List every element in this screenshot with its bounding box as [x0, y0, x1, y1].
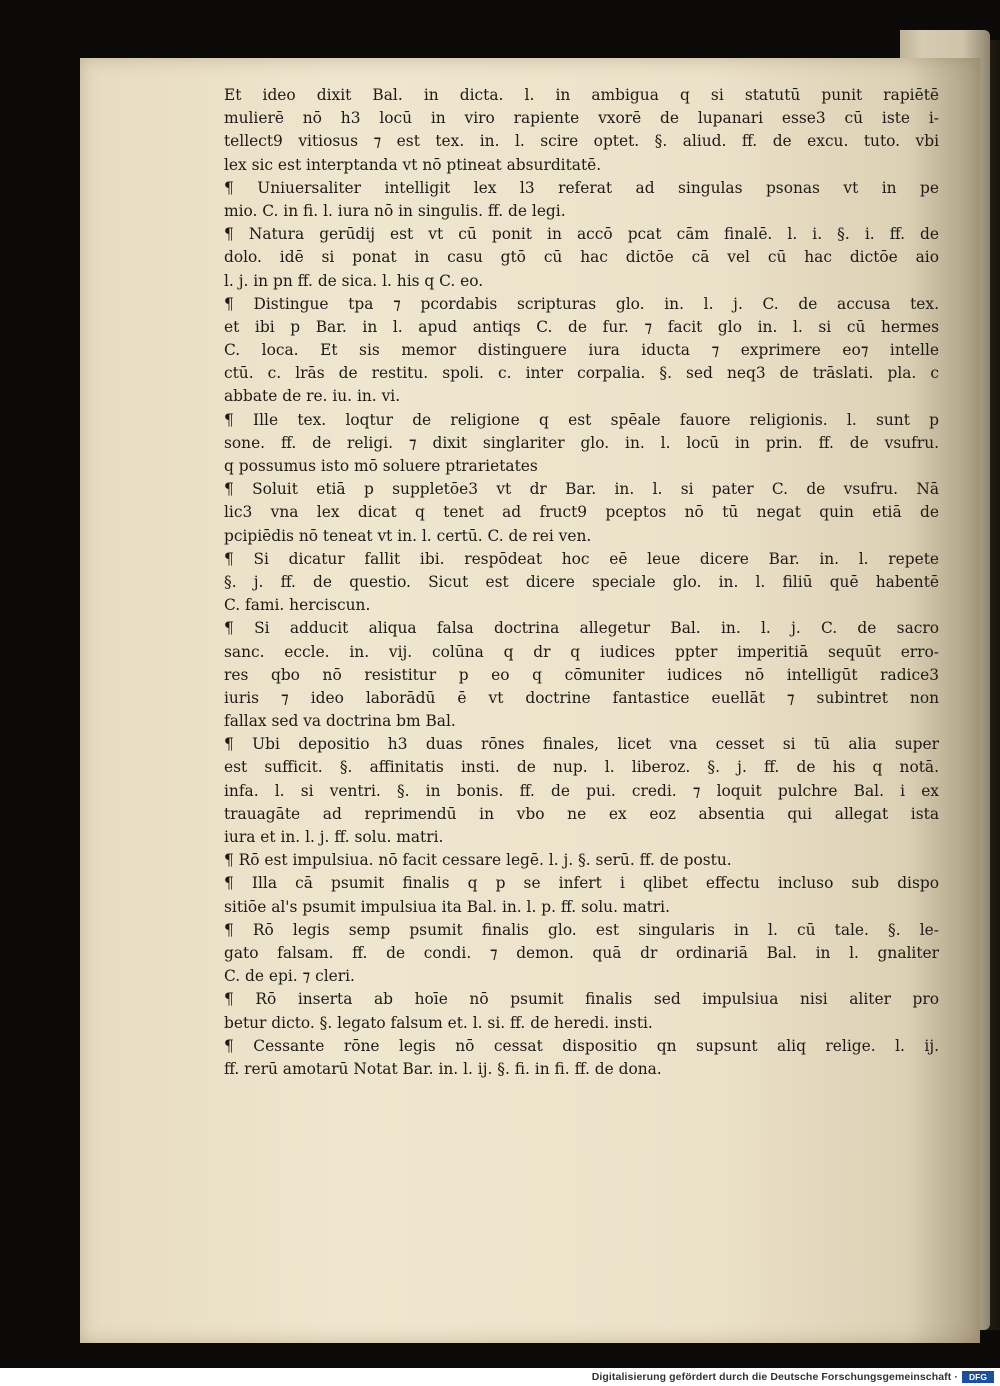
text-line: ¶ Cessante rōne legis nō cessat dispositio qn supsunt aliq relige. l. ij. — [224, 1036, 939, 1055]
text-line: dolo. idē si ponat in casu gtō cū hac dictōe cā vel cū hac dictōe aio — [224, 248, 939, 267]
text-line: C. fami. herciscun. — [224, 596, 371, 615]
text-block — [224, 84, 939, 1081]
footer-credit: Digitalisierung gefördert durch die Deutsche Forschungsgemeinschaft · — [591, 1371, 958, 1383]
text-line: sone. ff. de religi. ⁊ dixit singlariter glo. in. l. locū in prin. ff. de vsufru. — [224, 433, 939, 452]
text-line: abbate de re. iu. in. vi. — [224, 387, 401, 406]
text-line: ¶ Soluit etiā p suppletōe3 vt dr Bar. in. l. si pater C. de vsufru. Nā — [224, 480, 939, 499]
text-line: C. loca. Et sis memor distinguere iura iducta ⁊ exprimere eo⁊ intelle — [224, 341, 939, 360]
text-line: infa. l. si ventri. §. in bonis. ff. de pui. credi. ⁊ loquit pulchre Bal. i ex — [224, 781, 939, 800]
text-line: ¶ Rō est impulsiua. nō facit cessare legē. l. j. §. serū. ff. de postu. — [224, 851, 732, 870]
text-line: q possumus isto mō soluere ptrarietates — [224, 457, 538, 475]
text-line: ¶ Ubi depositio h3 duas rōnes finales, licet vna cesset si tū alia super — [224, 735, 939, 754]
text-line: iura et in. l. j. ff. solu. matri. — [224, 828, 444, 846]
text-line: ¶ Illa cā psumit finalis q p se infert i qlibet effectu incluso sub dispo — [224, 874, 939, 893]
text-line: est sufficit. §. affinitatis insti. de nup. l. liberoz. §. j. ff. de his q notā. — [224, 758, 939, 777]
text-line: C. de epi. ⁊ cleri. — [224, 967, 355, 986]
text-line: §. j. ff. de questio. Sicut est dicere speciale glo. in. l. filiū quē habentē — [224, 572, 939, 591]
text-line: tellect9 vitiosus ⁊ est tex. in. l. scire optet. §. aliud. ff. de excu. tuto. vbi — [224, 132, 939, 151]
text-line: ¶ Uniuersaliter intelligit lex l3 referat ad singulas psonas vt in pe — [224, 178, 939, 197]
text-line: trauagāte ad reprimendū in vbo ne ex eoz absentia qui allegat ista — [224, 804, 939, 823]
text-line: et ibi p Bar. in l. apud antiqs C. de fur. ⁊ facit glo in. l. si cū hermes — [224, 317, 939, 336]
text-line: fallax sed va doctrina bm Bal. — [224, 712, 456, 731]
text-line: lex sic est interptanda vt nō ptineat absurditatē. — [224, 155, 602, 174]
text-line: ¶ Si dicatur fallit ibi. respōdeat hoc eē leue dicere Bar. in. l. repete — [224, 549, 939, 568]
text-line: sanc. eccle. in. vij. colūna q dr q iudices ppter imperitiā sequūt erro- — [224, 642, 939, 661]
dfg-logo-icon: DFG — [962, 1371, 994, 1383]
text-line: ¶ Natura gerūdij est vt cū ponit in accō pcat cām finalē. l. i. §. i. ff. de — [224, 225, 939, 244]
text-line: mio. C. in fi. l. iura nō in singulis. ff. de legi. — [224, 201, 566, 220]
text-line: pcipiēdis nō teneat vt in. l. certū. C. de rei ven. — [224, 526, 592, 545]
text-line: lic3 vna lex dicat q tenet ad fruct9 pceptos nō tū negat quin etiā de — [224, 503, 939, 522]
text-line: Et ideo dixit Bal. in dicta. l. in ambigua q si statutū punit rapiētē — [224, 86, 939, 104]
text-line: iuris ⁊ ideo laborādū ē vt doctrine fantastice euellāt ⁊ subintret non — [224, 688, 939, 707]
text-line: gato falsam. ff. de condi. ⁊ demon. quā dr ordinariā Bal. in l. gnaliter — [224, 943, 939, 962]
text-line: ¶ Ille tex. loqtur de religione q est spēale fauore religionis. l. sunt p — [224, 410, 939, 429]
footer-bar — [0, 1368, 1000, 1386]
text-line: betur dicto. §. legato falsum et. l. si. ff. de heredi. insti. — [224, 1013, 653, 1032]
text-line: ¶ Distingue tpa ⁊ pcordabis scripturas glo. in. l. j. C. de accusa tex. — [224, 294, 939, 313]
text-line: ff. rerū amotarū Notat Bar. in. l. ij. §. fi. in fi. ff. de dona. — [224, 1059, 662, 1078]
text-line: res qbo nō resistitur p eo q cōmuniter iudices nō intelligūt radice3 — [224, 665, 939, 684]
text-line: ¶ Rō inserta ab hoīe nō psumit finalis sed impulsiua nisi aliter pro — [224, 990, 939, 1009]
text-line: sitiōe al's psumit impulsiua ita Bal. in. l. p. ff. solu. matri. — [224, 897, 670, 916]
text-line: ¶ Rō legis semp psumit finalis glo. est singularis in l. cū tale. §. le- — [224, 920, 939, 939]
text-line: mulierē nō h3 locū in viro rapiente vxorē de lupanari esse3 cū iste i- — [224, 109, 939, 128]
text-line: ¶ Si adducit aliqua falsa doctrina allegetur Bal. in. l. j. C. de sacro — [224, 619, 939, 638]
text-line: l. j. in pn ff. de sica. l. his q C. eo. — [224, 271, 484, 290]
text-line: ctū. c. lrās de restitu. spoli. c. inter corpalia. §. sed neq3 de trāslati. pla. c — [224, 364, 939, 383]
